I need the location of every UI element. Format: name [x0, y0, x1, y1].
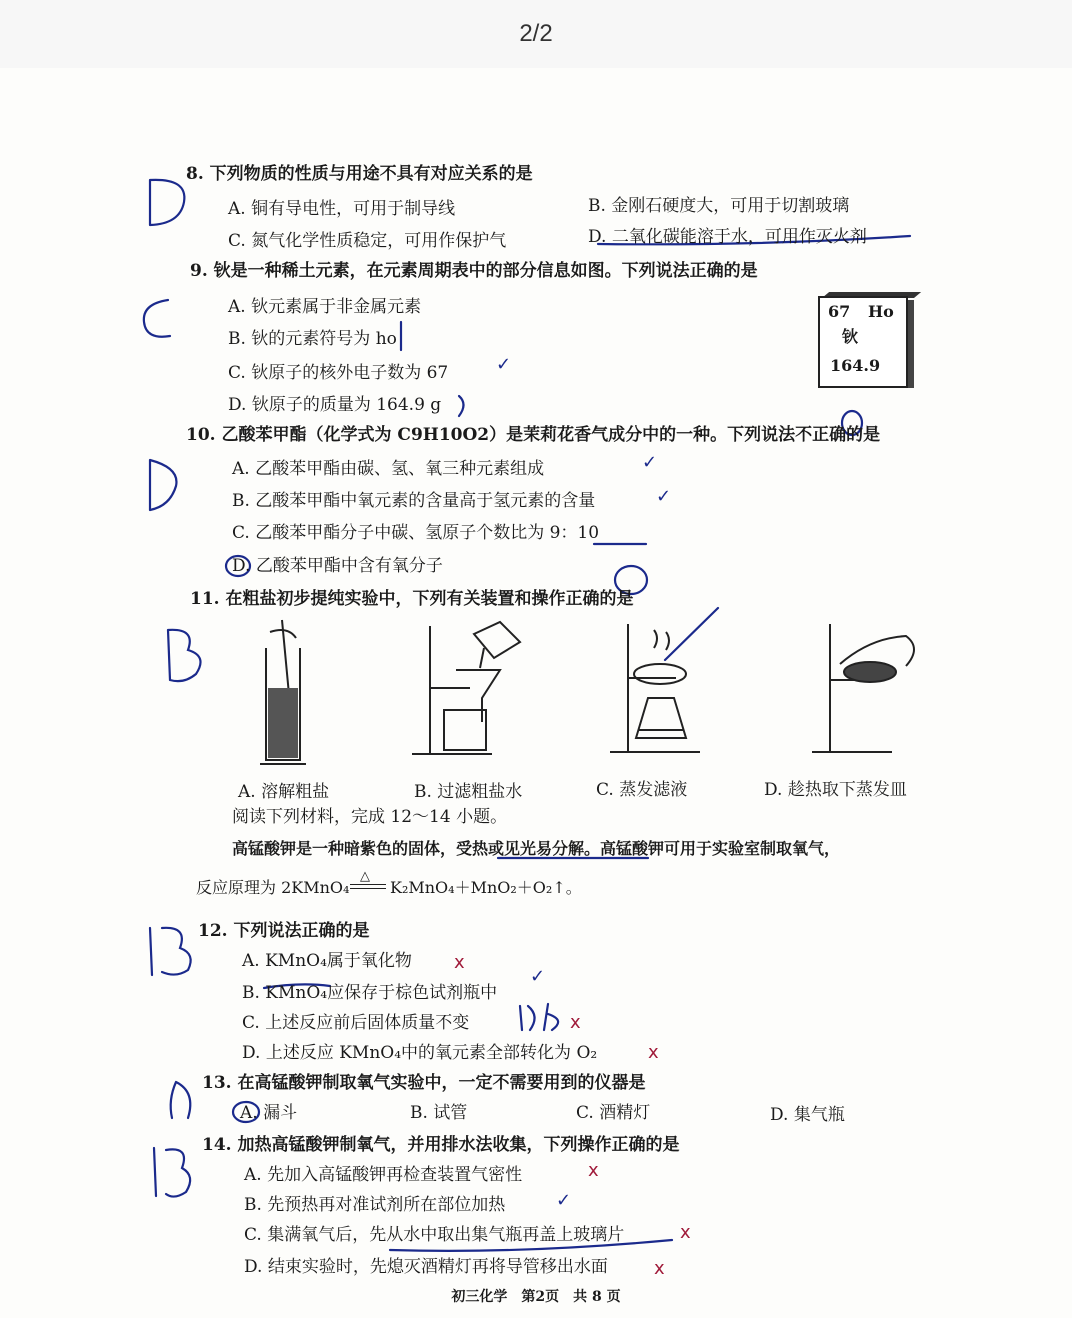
- q12-option-c: C. 上述反应前后固体质量不变: [242, 1013, 470, 1033]
- q11-option-a: A. 溶解粗盐: [238, 782, 330, 802]
- q11-option-b: B. 过滤粗盐水: [414, 782, 523, 802]
- figure-c-evaporation: [610, 624, 700, 752]
- q11-option-c: C. 蒸发滤液: [596, 780, 688, 800]
- q13-option-c: C. 酒精灯: [576, 1103, 651, 1123]
- q13-option-d: D. 集气瓶: [770, 1105, 845, 1125]
- page-indicator: 2/2: [519, 20, 553, 47]
- q8-option-d: D. 二氧化碳能溶于水，可用作灭火剂: [588, 227, 867, 247]
- check-mark-q14-b: ✓: [556, 1190, 572, 1211]
- material-equation-right: K₂MnO₄＋MnO₂＋O₂↑。: [390, 878, 582, 897]
- figure-d-remove-dish: [812, 624, 914, 752]
- cross-mark-q12-c: x: [570, 1012, 581, 1033]
- q11-stem: 11. 在粗盐初步提纯实验中，下列有关装置和操作正确的是: [190, 589, 634, 609]
- q13-stem: 13. 在高锰酸钾制取氧气实验中，一定不需要用到的仪器是: [202, 1073, 646, 1093]
- figure-a-graduated-cylinder: [260, 620, 306, 764]
- q13-option-b: B. 试管: [410, 1103, 468, 1123]
- q10-option-c: C. 乙酸苯甲酯分子中碳、氢原子个数比为 9：10: [232, 523, 600, 543]
- q14-option-c: C. 集满氧气后，先从水中取出集气瓶再盖上玻璃片: [244, 1225, 625, 1245]
- q8-option-b: B. 金刚石硬度大，可用于切割玻璃: [588, 196, 850, 216]
- q13-option-a: A. 漏斗: [240, 1103, 298, 1123]
- q10-option-b: B. 乙酸苯甲酯中氧元素的含量高于氢元素的含量: [232, 491, 596, 511]
- q12-stem: 12. 下列说法正确的是: [198, 921, 370, 941]
- q8-stem: 8. 下列物质的性质与用途不具有对应关系的是: [186, 164, 533, 184]
- q14-option-b: B. 先预热再对准试剂所在部位加热: [244, 1195, 506, 1215]
- q14-option-d: D. 结束实验时，先熄灭酒精灯再将导管移出水面: [244, 1257, 608, 1277]
- q11-apparatus-figures: [230, 618, 950, 768]
- q12-option-b: B. KMnO₄应保存于棕色试剂瓶中: [242, 983, 498, 1003]
- figure-b-filtration: [412, 622, 520, 754]
- element-name: 钬: [842, 327, 859, 346]
- answer-letter-q12: [150, 928, 191, 975]
- note-q12-C: [520, 1004, 558, 1030]
- element-card-holmium: [818, 296, 908, 388]
- q9-option-c: C. 钬原子的核外电子数为 67: [228, 363, 449, 383]
- page-footer: 初三化学 第2页 共 8 页: [451, 1289, 621, 1305]
- material-intro: 阅读下列材料，完成 12～14 小题。: [232, 807, 508, 827]
- q9-option-b: B. 钬的元素符号为 ho: [228, 329, 397, 349]
- check-mark-q10-b: ✓: [656, 486, 672, 507]
- cross-mark-q14-d: x: [654, 1258, 665, 1279]
- cross-mark-q12-d: x: [648, 1042, 659, 1063]
- material-equation-left: 反应原理为 2KMnO₄: [196, 878, 350, 897]
- q14-stem: 14. 加热高锰酸钾制氧气，并用排水法收集，下列操作正确的是: [202, 1135, 680, 1155]
- cross-mark-q14-c: x: [680, 1222, 691, 1243]
- bracket-q9-g: [459, 396, 464, 416]
- equation-condition-heat: △: [360, 869, 370, 884]
- element-symbol: Ho: [868, 302, 894, 321]
- answer-letter-q14: [154, 1148, 190, 1197]
- q10-stem: 10. 乙酸苯甲酯（化学式为 C9H10O2）是茉莉花香气成分中的一种。下列说法不正确的是: [186, 425, 881, 445]
- q8-option-a: A. 铜有导电性，可用于制导线: [228, 199, 456, 219]
- element-atomic-mass: 164.9: [830, 356, 881, 375]
- answer-letter-q8: [150, 180, 184, 225]
- check-mark-q9-c: ✓: [496, 354, 512, 375]
- check-mark-q10-a: ✓: [642, 452, 658, 473]
- answer-letter-q11: [168, 630, 201, 681]
- answer-letter-q9: [144, 300, 170, 337]
- q9-option-a: A. 钬元素属于非金属元素: [228, 297, 422, 317]
- q9-option-d: D. 钬原子的质量为 164.9 g: [228, 395, 442, 415]
- q12-option-d: D. 上述反应 KMnO₄中的氧元素全部转化为 O₂: [242, 1043, 598, 1063]
- q8-option-c: C. 氮气化学性质稳定，可用作保护气: [228, 231, 507, 251]
- q14-option-a: A. 先加入高锰酸钾再检查装置气密性: [244, 1165, 523, 1185]
- element-atomic-number: 67: [828, 302, 851, 321]
- check-mark-q12-b: ✓: [530, 966, 546, 987]
- q11-option-d: D. 趁热取下蒸发皿: [764, 780, 907, 800]
- material-line-1: 高锰酸钾是一种暗紫色的固体，受热或见光易分解。高锰酸钾可用于实验室制取氧气，: [232, 839, 841, 858]
- q9-stem: 9. 钬是一种稀土元素，在元素周期表中的部分信息如图。下列说法正确的是: [190, 261, 758, 281]
- equation-equals-sign: [350, 884, 386, 889]
- cross-mark-q14-a: x: [588, 1160, 599, 1181]
- cross-mark-q12-a: x: [454, 952, 465, 973]
- q12-option-a: A. KMnO₄属于氧化物: [242, 951, 412, 971]
- answer-letter-q10: [150, 460, 176, 510]
- q10-option-a: A. 乙酸苯甲酯由碳、氢、氧三种元素组成: [232, 459, 545, 479]
- q10-option-d: D. 乙酸苯甲酯中含有氧分子: [232, 556, 443, 576]
- answer-letter-q13: [171, 1082, 191, 1118]
